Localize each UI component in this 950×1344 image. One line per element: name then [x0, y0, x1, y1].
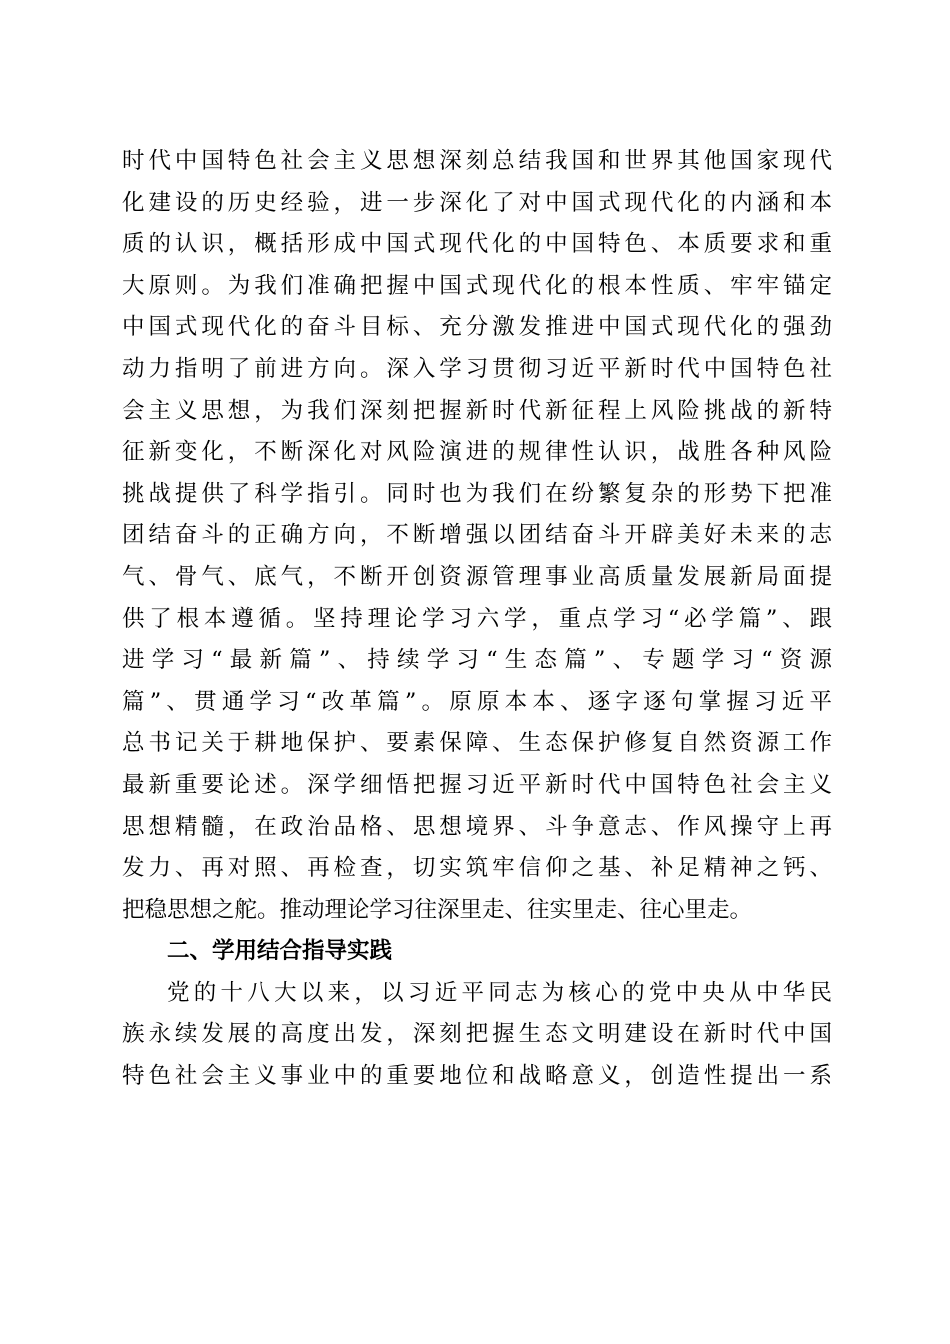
- paragraph-line: 思想精髓，在政治品格、思想境界、斗争意志、作风操守上再: [122, 813, 832, 840]
- paragraph-line: 大原则。为我们准确把握中国式现代化的根本性质、牢牢锚定: [122, 272, 832, 299]
- paragraph-line: 总书记关于耕地保护、要素保障、生态保护修复自然资源工作: [122, 730, 832, 757]
- paragraph-line: 供了根本遵循。坚持理论学习六学，重点学习“必学篇”、跟: [122, 605, 832, 632]
- paragraph-line: 挑战提供了科学指引。同时也为我们在纷繁复杂的形势下把准: [122, 480, 832, 507]
- paragraph-line: 质的认识，概括形成中国式现代化的中国特色、本质要求和重: [122, 231, 832, 258]
- paragraph-line: 族永续发展的高度出发，深刻把握生态文明建设在新时代中国: [122, 1021, 832, 1048]
- document-body: [122, 141, 832, 1098]
- paragraph-line: 中国式现代化的奋斗目标、充分激发推进中国式现代化的强劲: [122, 314, 832, 341]
- paragraph-line: 会主义思想，为我们深刻把握新时代新征程上风险挑战的新特: [122, 397, 832, 424]
- paragraph-line: 党的十八大以来，以习近平同志为核心的党中央从中华民: [167, 979, 832, 1006]
- paragraph-line: 团结奋斗的正确方向，不断增强以团结奋斗开辟美好未来的志: [122, 522, 832, 549]
- paragraph-line: 化建设的历史经验，进一步深化了对中国式现代化的内涵和本: [122, 189, 832, 216]
- paragraph-line: 特色社会主义事业中的重要地位和战略意义，创造性提出一系: [122, 1063, 832, 1090]
- paragraph-line: 篇”、贯通学习“改革篇”。原原本本、逐字逐句掌握习近平: [122, 688, 832, 715]
- paragraph-line: 发力、再对照、再检查，切实筑牢信仰之基、补足精神之钙、: [122, 855, 832, 882]
- section-heading: 二、学用结合指导实践: [167, 938, 393, 965]
- paragraph-line: 动力指明了前进方向。深入学习贯彻习近平新时代中国特色社: [122, 355, 832, 382]
- paragraph-line: 最新重要论述。深学细悟把握习近平新时代中国特色社会主义: [122, 771, 832, 798]
- paragraph-line: 征新变化，不断深化对风险演进的规律性认识，战胜各种风险: [122, 439, 832, 466]
- paragraph-line: 进学习“最新篇”、持续学习“生态篇”、专题学习“资源: [122, 647, 832, 674]
- paragraph-line: 把稳思想之舵。推动理论学习往深里走、往实里走、往心里走。: [122, 896, 753, 923]
- paragraph-line: 气、骨气、底气，不断开创资源管理事业高质量发展新局面提: [122, 563, 832, 590]
- paragraph-line: 时代中国特色社会主义思想深刻总结我国和世界其他国家现代: [122, 148, 832, 174]
